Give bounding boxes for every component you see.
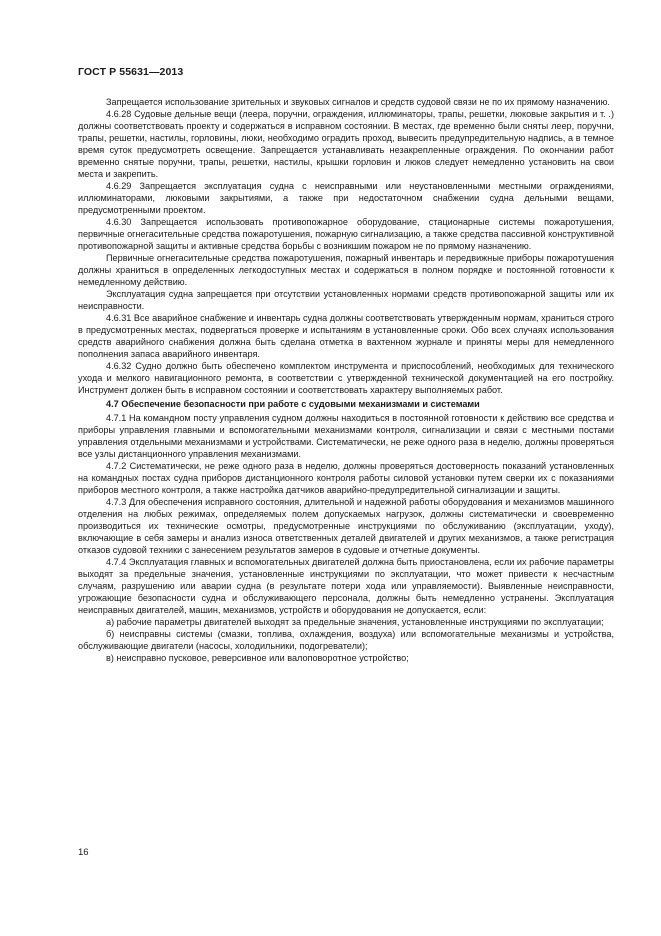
paragraph: Первичные огнегасительные средства пожаротушения, пожарный инвентарь и передвижные приборы пожаротушения должны храниться в определенных легкодоступных местах и содержаться в полном порядке и постоянной готовности к немедленному действию.: [78, 253, 614, 287]
list-item: б) неисправны системы (смазки, топлива, охлаждения, воздуха) или вспомогательные механизмы и устройства, обслуживающие двигатели (насосы, холодильники, подогреватели);: [78, 629, 614, 651]
paragraph: 4.7.3 Для обеспечения исправного состояния, длительной и надежной работы оборудования и механизмов машинного отделения на любых режимах, определяемых полем допускаемых нагрузок, должны систематически и своевременно производиться их технические осмотры, предусмотренные инструкциями по обслуживанию (эксплуатации, уходу), включающие в себя замеры и анализ износа ответственных деталей двигателей и других механизмов, а также регистрация отказов судовой техники с занесением результатов замеров в судовые и отчетные документы.: [78, 497, 614, 555]
list-item: в) неисправно пусковое, реверсивное или валоповоротное устройство;: [106, 653, 409, 663]
paragraph: 4.6.32 Судно должно быть обеспечено комплектом инструмента и приспособлений, необходимых для технического ухода и мелкого навигационного ремонта, в соответствии с утвержденной технической документацией на его постройку. Инструмент должен быть в исправном состоянии и соответствовать характеру выполняемых работ.: [78, 361, 614, 395]
section-heading: 4.7 Обеспечение безопасности при работе с судовыми механизмами и системами: [106, 399, 480, 409]
list-item: а) рабочие параметры двигателей выходят за предельные значения, установленные инструкциями по эксплуатации;: [106, 617, 604, 627]
paragraph: 4.6.28 Судовые дельные вещи (леера, поручни, ограждения, иллюминаторы, трапы, решетки, люковые закрытия и т. .) должны соответствовать проекту и содержаться в исправном состоянии. В местах, где временно были сняты леер, поручни, трапы, решетки, настилы, горловины, люки, необходимо оградить проход, вывесить предупредительную надпись, а в темное время суток предусмотреть освещение. Запрещается устанавливать незакрепленные ограждения. По окончании работ временно снятые поручни, трапы, решетки, настилы, крышки горловин и люков следует немедленно установить на свои места и закрепить.: [78, 109, 614, 179]
paragraph: Эксплуатация судна запрещается при отсутствии установленных нормами средств противопожарной защиты или их неисправности.: [78, 289, 614, 311]
page-number: 16: [78, 847, 89, 858]
paragraph: 4.6.29 Запрещается эксплуатация судна с неисправными или неустановленными местными ограждениями, иллюминаторами, люковыми закрытиями, а также при недостаточном снабжении судна дельными вещами, предусмотренными проектом.: [78, 181, 614, 215]
paragraph: 4.6.31 Все аварийное снабжение и инвентарь судна должны соответствовать утвержденным нормам, храниться строго в предусмотренных местах, подвергаться проверке и испытаниям в установленные сроки. Обо всех случаях использования средств аварийного снабжения должна быть сделана отметка в вахтенном журнале и приняты меры для немедленного пополнения запаса аварийного инвентаря.: [78, 313, 614, 359]
page-header-title: ГОСТ Р 55631—2013: [78, 66, 184, 78]
document-body: [78, 96, 614, 664]
paragraph: Запрещается использование зрительных и звуковых сигналов и средств судовой связи не по их прямому назначению.: [106, 97, 610, 107]
paragraph: 4.7.4 Эксплуатация главных и вспомогательных двигателей должна быть приостановлена, если их рабочие параметры выходят за предельные значения, установленные инструкциями по эксплуатации, что может привести к несчастным случаям, разрушению или аварии судна (в результате потери хода или управляемости). Выявленные неисправности, угрожающие безопасности судна и обслуживающего персонала, должны быть немедленно устранены. Эксплуатация неисправных двигателей, машин, механизмов, устройств и оборудования не допускается, если:: [78, 557, 614, 615]
paragraph: 4.7.2 Систематически, не реже одного раза в неделю, должны проверяться достоверность показаний установленных на командных постах судна приборов дистанционного контроля работы силовой установки путем сверки их с показаниями приборов местного контроля, а также настройка датчиков аварийно-предупредительной сигнализации и защиты.: [78, 461, 614, 495]
paragraph: 4.6.30 Запрещается использовать противопожарное оборудование, стационарные системы пожаротушения, первичные огнегасительные средства пожаротушения, пожарную сигнализацию, а также средства пассивной конструктивной противопожарной защиты и активные средства борьбы с возникшим пожаром не по прямому назначению.: [78, 217, 614, 251]
paragraph: 4.7.1 На командном посту управления судном должны находиться в постоянной готовности к действию все средства и приборы управления главными и вспомогательными механизмами контроля, сигнализации и связи с местными постами управления отдельными механизмами и устройствами. Систематически, не реже одного раза в неделю, должны проверяться все узлы дистанционного управления механизмами.: [78, 413, 614, 459]
